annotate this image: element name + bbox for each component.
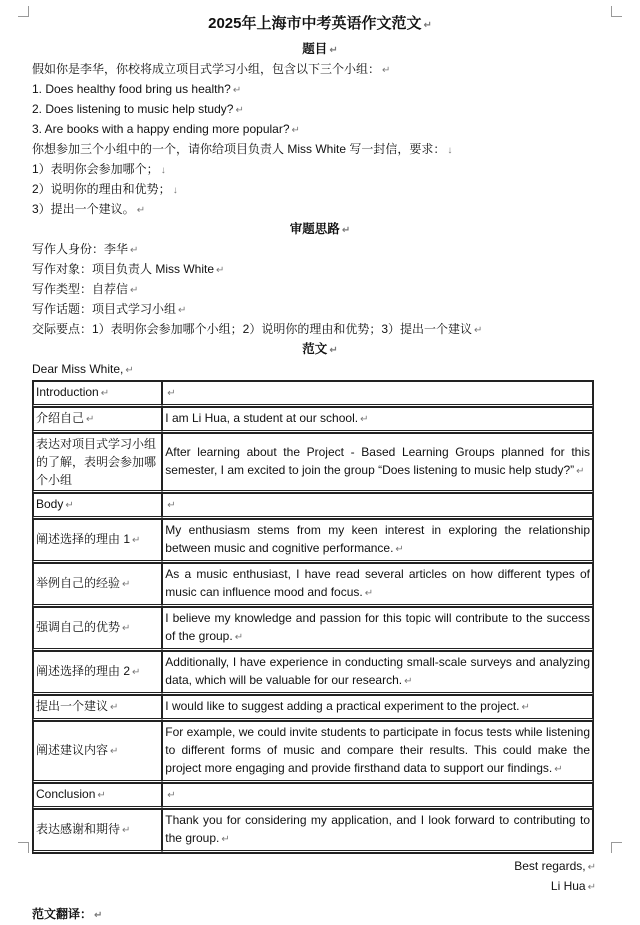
- prompt-line: 假如你是李华，你校将成立项目式学习小组，包含以下三个小组： ↵: [32, 62, 391, 76]
- row-text: My enthusiasm stems from my keen interest in exploring the relationship between music and cognitive performance. ↵: [162, 519, 593, 563]
- row-label: 提出一个建议 ↵: [33, 695, 162, 721]
- prompt-line: 1. Does healthy food bring us health? ↵: [32, 82, 242, 96]
- closing: Best regards, ↵: [514, 859, 596, 873]
- section-heading-analysis: 审题思路 ↵: [289, 222, 351, 236]
- prompt-line: 2）说明你的理由和优势； ↓: [32, 182, 178, 196]
- analysis-line: 交际要点：1）表明你会参加哪个小组；2）说明你的理由和优势；3）提出一个建议 ↵: [32, 322, 483, 336]
- prompt-line: 3. Are books with a happy ending more popular? ↵: [32, 122, 300, 136]
- analysis-line: 写作类型：自荐信 ↵: [32, 282, 139, 296]
- row-text: I would like to suggest adding a practical experiment to the project. ↵: [162, 695, 593, 721]
- essay-table: [32, 380, 594, 854]
- row-label: 阐述建议内容 ↵: [33, 721, 162, 783]
- analysis-line: 写作话题：项目式学习小组 ↵: [32, 302, 187, 316]
- table-row: [33, 809, 593, 853]
- translation-heading: 范文翻译： ↵: [32, 907, 103, 921]
- table-row: [33, 607, 593, 651]
- analysis-line: 写作人身份：李华 ↵: [32, 242, 139, 256]
- row-text: ↵: [162, 493, 593, 519]
- table-row: [33, 493, 593, 519]
- row-label: Conclusion ↵: [33, 783, 162, 809]
- row-text: I believe my knowledge and passion for this topic will contribute to the success of the group. ↵: [162, 607, 593, 651]
- table-row: [33, 407, 593, 433]
- row-text: After learning about the Project - Based Learning Groups planned for this semester, I am excited to join the group “Does listening to music help study?” ↵: [162, 433, 593, 493]
- row-label: 介绍自己 ↵: [33, 407, 162, 433]
- page-corner-mark: [611, 6, 622, 17]
- table-row: [33, 519, 593, 563]
- page-corner-mark: [18, 6, 29, 17]
- row-label: 举例自己的经验 ↵: [33, 563, 162, 607]
- document-title: 2025年上海市中考英语作文范文 ↵: [208, 15, 432, 32]
- row-label: 阐述选择的理由 2 ↵: [33, 651, 162, 695]
- row-text: As a music enthusiast, I have read several articles on how different types of music can influence mood and focus. ↵: [162, 563, 593, 607]
- row-label: 阐述选择的理由 1 ↵: [33, 519, 162, 563]
- page-corner-mark: [611, 842, 622, 853]
- prompt-line: 2. Does listening to music help study? ↵: [32, 102, 244, 116]
- section-heading-sample: 范文 ↵: [302, 342, 338, 356]
- row-text: I am Li Hua, a student at our school. ↵: [162, 407, 593, 433]
- row-text: Thank you for considering my application, and I look forward to contributing to the group. ↵: [162, 809, 593, 853]
- row-label: Body ↵: [33, 493, 162, 519]
- table-row: [33, 695, 593, 721]
- prompt-line: 你想参加三个小组中的一个，请你给项目负责人 Miss White 写一封信，要求： ↓: [32, 142, 453, 156]
- table-row: [33, 563, 593, 607]
- row-label: 表达对项目式学习小组的了解，表明会参加哪个小组: [33, 433, 162, 493]
- table-row: [33, 381, 593, 407]
- salutation: Dear Miss White, ↵: [32, 362, 134, 376]
- row-label: 表达感谢和期待 ↵: [33, 809, 162, 853]
- document-page: [32, 12, 608, 925]
- table-row: [33, 433, 593, 493]
- prompt-line: 1）表明你会参加哪个； ↓: [32, 162, 166, 176]
- row-text: ↵: [162, 783, 593, 809]
- table-row: [33, 783, 593, 809]
- section-heading-topic: 题目 ↵: [302, 42, 338, 56]
- table-row: [33, 721, 593, 783]
- row-text: Additionally, I have experience in conducting small-scale surveys and analyzing data, which will be valuable for our research. ↵: [162, 651, 593, 695]
- analysis-line: 写作对象：项目负责人 Miss White ↵: [32, 262, 225, 276]
- row-label: Introduction ↵: [33, 381, 162, 407]
- row-text: For example, we could invite students to participate in focus tests while listening to different forms of music and compare their results. This could make the project more engaging and provide firsthand data to support our findings. ↵: [162, 721, 593, 783]
- signature: Li Hua ↵: [550, 879, 596, 893]
- table-row: [33, 651, 593, 695]
- row-text: ↵: [162, 381, 593, 407]
- row-label: 强调自己的优势 ↵: [33, 607, 162, 651]
- page-corner-mark: [18, 842, 29, 853]
- prompt-line: 3）提出一个建议。 ↵: [32, 202, 146, 216]
